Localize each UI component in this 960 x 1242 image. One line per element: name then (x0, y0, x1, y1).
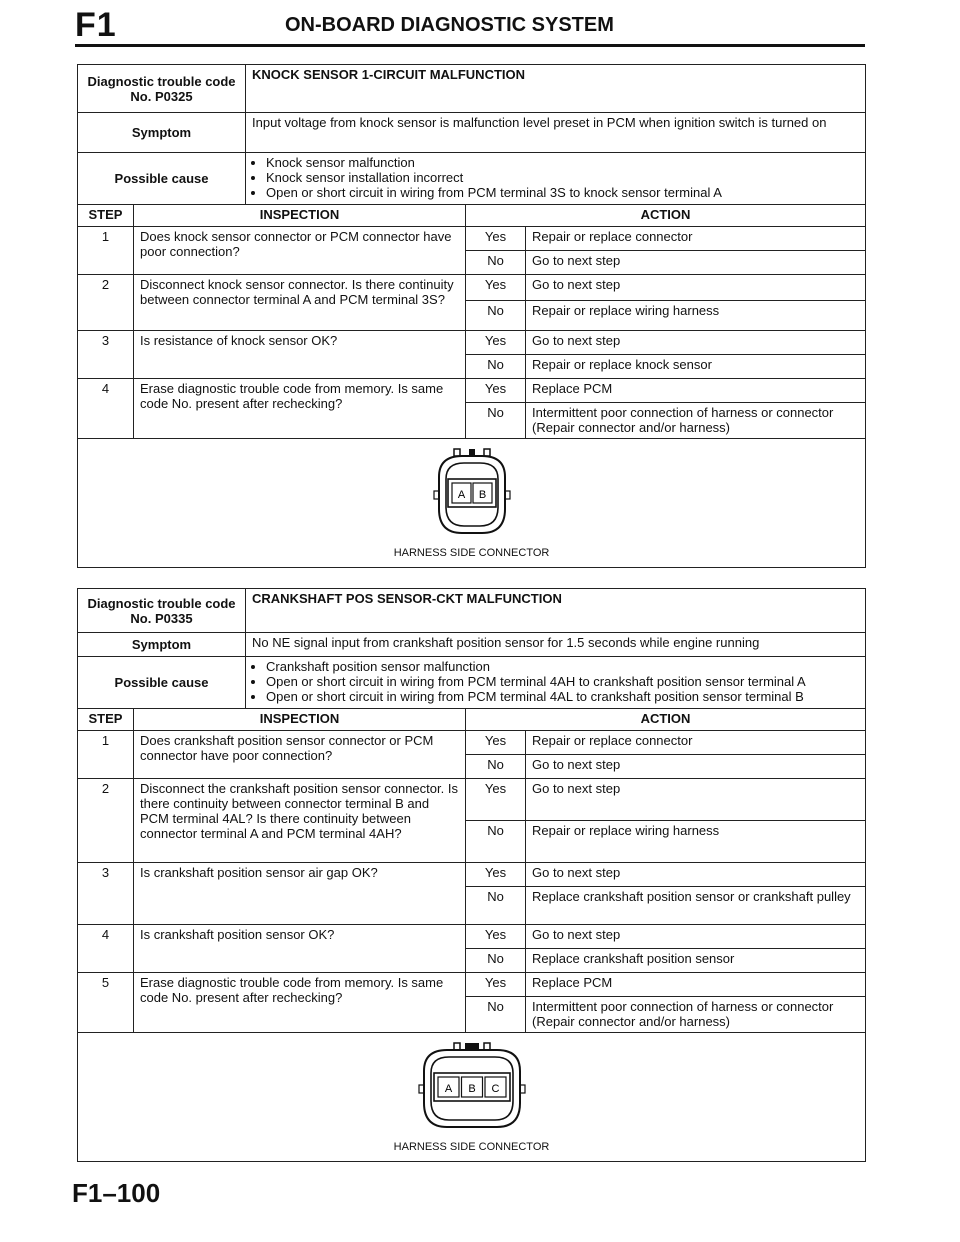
symptom-text: No NE signal input from crankshaft position sensor for 1.5 seconds while engine running (246, 633, 866, 657)
no-action: Intermittent poor connection of harness or connector (Repair connector and/or harness) (526, 997, 866, 1033)
yes-label: Yes (466, 275, 526, 301)
step-number: 2 (78, 779, 134, 863)
yes-action: Go to next step (526, 779, 866, 821)
no-action: Repair or replace wiring harness (526, 821, 866, 863)
no-label: No (466, 949, 526, 973)
no-action: Replace crankshaft position sensor (526, 949, 866, 973)
yes-action: Go to next step (526, 925, 866, 949)
no-action: Intermittent poor connection of harness or connector (Repair connector and/or harness) (526, 403, 866, 439)
symptom-label: Symptom (78, 113, 246, 153)
no-label: No (466, 821, 526, 863)
dtc-table-p0335 (77, 588, 866, 1162)
step-inspection: Erase diagnostic trouble code from memory. Is same code No. present after rechecking? (134, 379, 466, 439)
yes-label: Yes (466, 863, 526, 887)
no-label: No (466, 355, 526, 379)
cause-list (246, 153, 866, 205)
no-action: Go to next step (526, 251, 866, 275)
cause-item: • Knock sensor installation incorrect (266, 170, 859, 185)
dtc-title: KNOCK SENSOR 1-CIRCUIT MALFUNCTION (246, 65, 866, 113)
connector-diagram-area (78, 1033, 866, 1162)
no-label: No (466, 301, 526, 331)
no-action: Go to next step (526, 755, 866, 779)
step-number: 1 (78, 227, 134, 275)
no-label: No (466, 755, 526, 779)
cause-item: • Crankshaft position sensor malfunction (266, 659, 859, 674)
yes-label: Yes (466, 925, 526, 949)
no-action: Repair or replace knock sensor (526, 355, 866, 379)
step-number: 5 (78, 973, 134, 1033)
yes-action: Go to next step (526, 275, 866, 301)
dtc-code-label: Diagnostic trouble code No. P0325 (78, 65, 246, 113)
yes-action: Replace PCM (526, 379, 866, 403)
col-step: STEP (78, 709, 134, 731)
connector-caption: HARNESS SIDE CONNECTOR (393, 1141, 550, 1153)
yes-action: Go to next step (526, 863, 866, 887)
yes-action: Repair or replace connector (526, 227, 866, 251)
no-label: No (466, 997, 526, 1033)
symptom-label: Symptom (78, 633, 246, 657)
step-inspection: Disconnect knock sensor connector. Is there continuity between connector terminal A and PCM terminal 3S? (134, 275, 466, 331)
connector-caption: HARNESS SIDE CONNECTOR (393, 547, 550, 559)
section-code: F1 (75, 6, 117, 44)
yes-action: Replace PCM (526, 973, 866, 997)
col-action: ACTION (466, 709, 866, 731)
yes-label: Yes (466, 379, 526, 403)
no-action: Repair or replace wiring harness (526, 301, 866, 331)
step-inspection: Is crankshaft position sensor air gap OK? (134, 863, 466, 925)
step-inspection: Is crankshaft position sensor OK? (134, 925, 466, 973)
dtc-title: CRANKSHAFT POS SENSOR-CKT MALFUNCTION (246, 589, 866, 633)
cause-item: • Open or short circuit in wiring from PCM terminal 4AH to crankshaft position sensor terminal A (266, 674, 859, 689)
step-inspection: Is resistance of knock sensor OK? (134, 331, 466, 379)
step-number: 4 (78, 379, 134, 439)
pin-label: C (491, 1083, 499, 1095)
no-label: No (466, 887, 526, 925)
step-number: 4 (78, 925, 134, 973)
pin-label: A (444, 1083, 452, 1095)
pin-label: A (457, 489, 465, 501)
symptom-text: Input voltage from knock sensor is malfunction level preset in PCM when ignition switch is turned on (246, 113, 866, 153)
pin-label: B (478, 489, 486, 501)
step-number: 2 (78, 275, 134, 331)
yes-label: Yes (466, 779, 526, 821)
col-inspection: INSPECTION (134, 205, 466, 227)
col-inspection: INSPECTION (134, 709, 466, 731)
dtc-code-label: Diagnostic trouble code No. P0335 (78, 589, 246, 633)
col-action: ACTION (466, 205, 866, 227)
yes-action: Repair or replace connector (526, 731, 866, 755)
cause-list (246, 657, 866, 709)
no-label: No (466, 251, 526, 275)
yes-label: Yes (466, 973, 526, 997)
cause-item: • Knock sensor malfunction (266, 155, 859, 170)
step-number: 3 (78, 863, 134, 925)
cause-item: • Open or short circuit in wiring from PCM terminal 4AL to crankshaft position sensor terminal B (266, 689, 859, 704)
yes-label: Yes (466, 731, 526, 755)
step-inspection: Erase diagnostic trouble code from memory. Is same code No. present after rechecking? (134, 973, 466, 1033)
yes-action: Go to next step (526, 331, 866, 355)
page-title: ON-BOARD DIAGNOSTIC SYSTEM (285, 14, 614, 36)
page-number: F1–100 (72, 1178, 161, 1208)
step-number: 1 (78, 731, 134, 779)
cause-label: Possible cause (78, 153, 246, 205)
pin-label: B (467, 1083, 476, 1095)
connector-2pin-diagram (417, 447, 527, 541)
connector-3pin-diagram (402, 1041, 542, 1135)
no-label: No (466, 403, 526, 439)
step-inspection: Does knock sensor connector or PCM connector have poor connection? (134, 227, 466, 275)
step-inspection: Does crankshaft position sensor connector or PCM connector have poor connection? (134, 731, 466, 779)
step-inspection: Disconnect the crankshaft position sensor connector. Is there continuity between connector terminal B and PCM terminal 4AL? Is there continuity between connector terminal A and PCM terminal 4AH? (134, 779, 466, 863)
cause-label: Possible cause (78, 657, 246, 709)
yes-label: Yes (466, 227, 526, 251)
col-step: STEP (78, 205, 134, 227)
yes-label: Yes (466, 331, 526, 355)
cause-item: • Open or short circuit in wiring from PCM terminal 3S to knock sensor terminal A (266, 185, 859, 200)
no-action: Replace crankshaft position sensor or crankshaft pulley (526, 887, 866, 925)
connector-diagram-area (78, 439, 866, 568)
step-number: 3 (78, 331, 134, 379)
page-header (75, 6, 865, 47)
dtc-table-p0325 (77, 64, 866, 568)
